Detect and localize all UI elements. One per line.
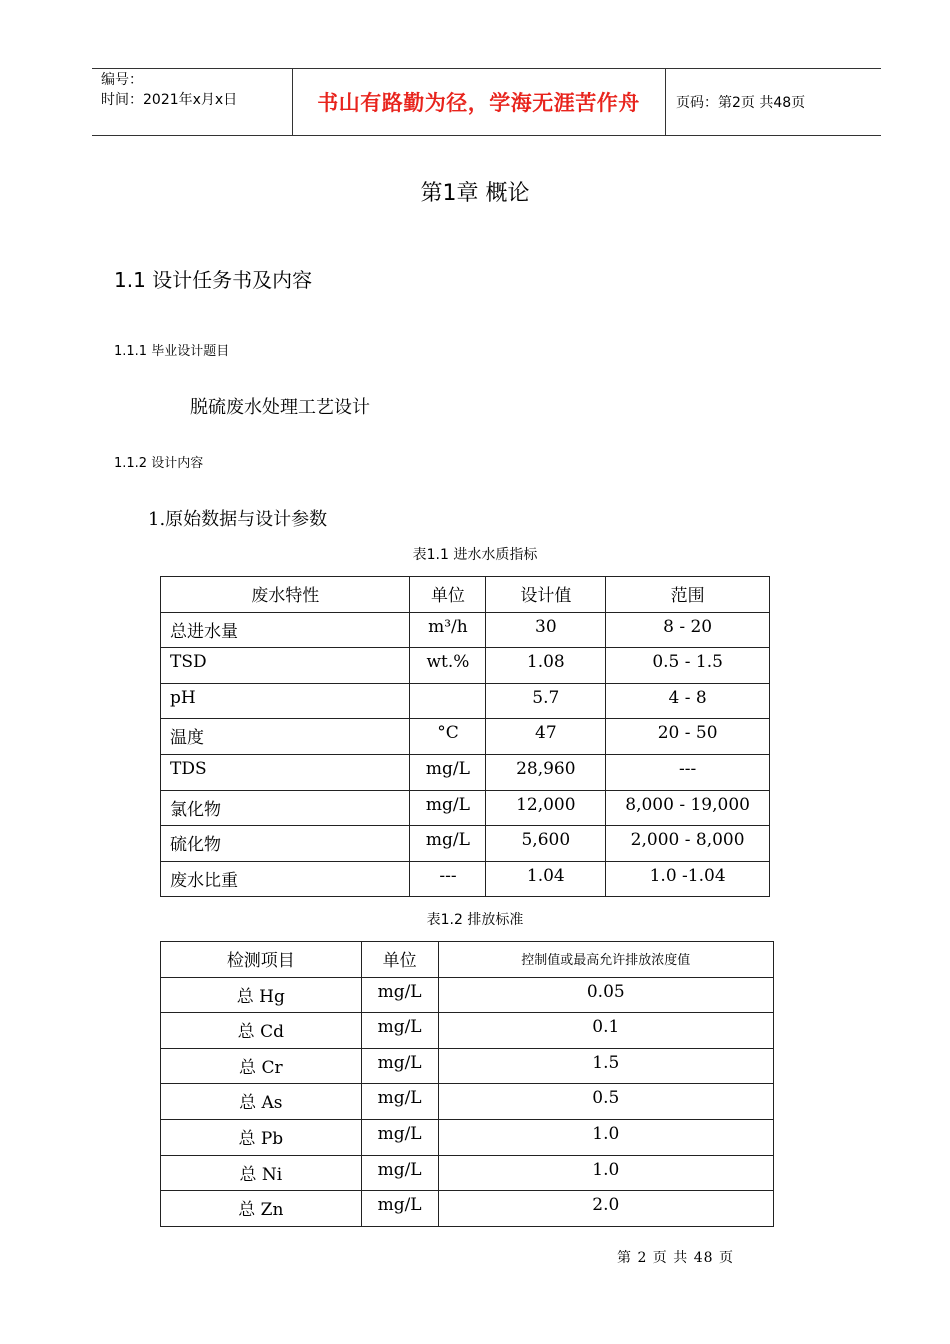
table-cell: mg/L xyxy=(361,1119,438,1155)
table-row xyxy=(161,754,770,790)
table-header-cell: 范围 xyxy=(606,577,770,613)
table-row xyxy=(161,1048,774,1084)
table-cell: 1.04 xyxy=(486,861,606,897)
table-header-cell: 废水特性 xyxy=(161,577,410,613)
table-cell: mg/L xyxy=(410,754,486,790)
table-row xyxy=(161,977,774,1013)
table-cell: 0.5 - 1.5 xyxy=(606,648,770,684)
table-cell: 1.0 xyxy=(438,1155,773,1191)
table-cell: m³/h xyxy=(410,612,486,648)
table-cell: 1.0 xyxy=(438,1119,773,1155)
table-header-row xyxy=(161,942,774,978)
table-cell: 硫化物 xyxy=(161,826,410,862)
table-cell: 20 - 50 xyxy=(606,719,770,755)
table-row xyxy=(161,1013,774,1049)
table-cell: 47 xyxy=(486,719,606,755)
table-cell: 总 Pb xyxy=(161,1119,362,1155)
table1-caption: 表1.1 进水水质指标 xyxy=(412,547,538,563)
header-page-label: 页码：第2页 共48页 xyxy=(676,95,806,111)
table-row xyxy=(161,719,770,755)
subsection-heading-1-1-1: 1.1.1 毕业设计题目 xyxy=(114,344,230,359)
header-divider-right xyxy=(665,68,666,136)
table-header-cell: 检测项目 xyxy=(161,942,362,978)
table-cell: TDS xyxy=(161,754,410,790)
header-number-label: 编号： xyxy=(101,72,143,88)
table-cell: 总 Cr xyxy=(161,1048,362,1084)
table-cell: 30 xyxy=(486,612,606,648)
header-meta xyxy=(101,70,237,110)
table-cell: mg/L xyxy=(361,1048,438,1084)
table-cell: 0.5 xyxy=(438,1084,773,1120)
table-cell: 0.1 xyxy=(438,1013,773,1049)
table-cell: 12,000 xyxy=(486,790,606,826)
table-cell: 总 As xyxy=(161,1084,362,1120)
table-row xyxy=(161,790,770,826)
table-cell: 1.0 -1.04 xyxy=(606,861,770,897)
table-cell: --- xyxy=(606,754,770,790)
table2-caption: 表1.2 排放标准 xyxy=(426,912,524,928)
table-row xyxy=(161,683,770,719)
table-cell: 1.5 xyxy=(438,1048,773,1084)
table-influent-quality xyxy=(160,576,770,897)
table-header-row xyxy=(161,577,770,613)
table-cell: mg/L xyxy=(361,1155,438,1191)
list-item-1: 1.原始数据与设计参数 xyxy=(148,509,328,530)
table-cell: 8,000 - 19,000 xyxy=(606,790,770,826)
table-cell: 1.08 xyxy=(486,648,606,684)
table-row xyxy=(161,861,770,897)
table-cell: 5,600 xyxy=(486,826,606,862)
table-row xyxy=(161,1191,774,1227)
table-cell: 温度 xyxy=(161,719,410,755)
table-row xyxy=(161,1084,774,1120)
table-row xyxy=(161,648,770,684)
header-time-label: 时间：2021年x月x日 xyxy=(101,92,238,108)
table-cell: 28,960 xyxy=(486,754,606,790)
table-cell: wt.% xyxy=(410,648,486,684)
table-cell: 氯化物 xyxy=(161,790,410,826)
table-cell: mg/L xyxy=(410,790,486,826)
section-heading-1-1: 1.1 设计任务书及内容 xyxy=(114,268,313,292)
table-cell: mg/L xyxy=(361,977,438,1013)
table-cell: 总 Hg xyxy=(161,977,362,1013)
table-cell: 0.05 xyxy=(438,977,773,1013)
table-cell: 废水比重 xyxy=(161,861,410,897)
design-topic: 脱硫废水处理工艺设计 xyxy=(190,397,370,418)
table-discharge-standard xyxy=(160,941,774,1227)
table-header-cell: 设计值 xyxy=(486,577,606,613)
table-cell: mg/L xyxy=(361,1013,438,1049)
table-cell: 5.7 xyxy=(486,683,606,719)
table-cell: 2.0 xyxy=(438,1191,773,1227)
table-cell: TSD xyxy=(161,648,410,684)
table-row xyxy=(161,826,770,862)
table-cell xyxy=(410,683,486,719)
table-row xyxy=(161,1119,774,1155)
table-cell: 总 Zn xyxy=(161,1191,362,1227)
table-cell: pH xyxy=(161,683,410,719)
table-header-cell: 控制值或最高允许排放浓度值 xyxy=(438,942,773,978)
table-cell: mg/L xyxy=(361,1084,438,1120)
table-cell: mg/L xyxy=(361,1191,438,1227)
table-cell: 总 Cd xyxy=(161,1013,362,1049)
table-cell: 总进水量 xyxy=(161,612,410,648)
table-header-cell: 单位 xyxy=(410,577,486,613)
page-footer: 第 2 页 共 48 页 xyxy=(617,1250,734,1266)
table-header-cell: 单位 xyxy=(361,942,438,978)
table-cell: mg/L xyxy=(410,826,486,862)
header-motto: 书山有路勤为径，学海无涯苦作舟 xyxy=(317,91,640,115)
table-row xyxy=(161,1155,774,1191)
table-cell: --- xyxy=(410,861,486,897)
subsection-heading-1-1-2: 1.1.2 设计内容 xyxy=(114,456,204,471)
table-cell: 2,000 - 8,000 xyxy=(606,826,770,862)
table-cell: 4 - 8 xyxy=(606,683,770,719)
table-cell: 总 Ni xyxy=(161,1155,362,1191)
table-cell: °C xyxy=(410,719,486,755)
table-row xyxy=(161,612,770,648)
table-cell: 8 - 20 xyxy=(606,612,770,648)
chapter-title: 第1章 概论 xyxy=(420,181,530,206)
